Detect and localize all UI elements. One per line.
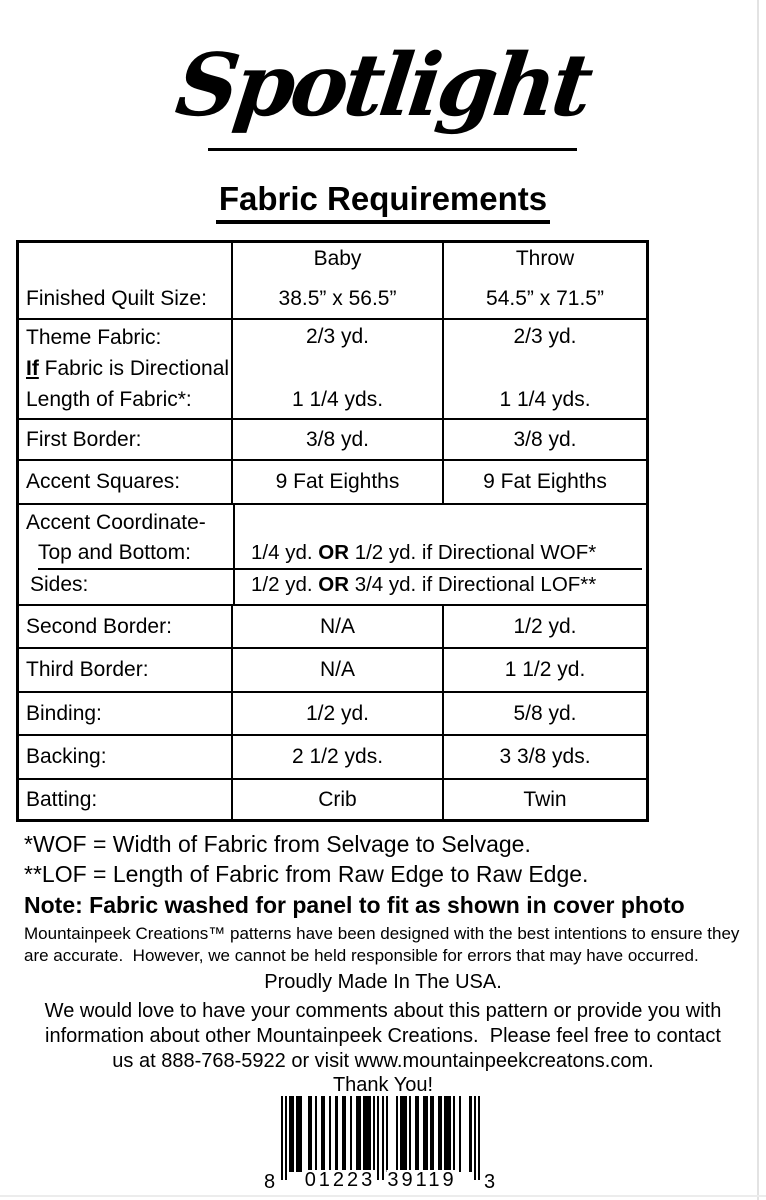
barcode-bars (281, 1096, 481, 1180)
throw-value: 3 3/8 yds. (499, 745, 591, 768)
cell-throw-finished (444, 243, 646, 318)
table-row-third-border (19, 649, 646, 693)
table-row-first-border (19, 420, 646, 461)
throw-value: 1/2 yd. (513, 614, 577, 638)
row-label: Third Border: (19, 649, 233, 691)
column-divider (233, 505, 235, 604)
brand-logo-underline (208, 148, 577, 151)
cell-throw-theme (444, 320, 646, 418)
throw-value: 1 1/2 yd. (504, 658, 586, 681)
baby-value: 1/2 yd. (233, 693, 444, 734)
scan-edge-bottom (0, 1195, 766, 1197)
throw-value: 9 Fat Eighths (483, 470, 607, 493)
thank-you-text: Thank You! (332, 1074, 434, 1096)
barcode-digits-left: 01223 (304, 1169, 376, 1191)
table-row-batting (19, 780, 646, 819)
baby-value: 2 1/2 yds. (233, 736, 444, 778)
row-label-theme-fabric (19, 320, 233, 418)
theme-fabric-label-line2: If Fabric is Directional (26, 357, 230, 380)
table-row-theme-fabric (19, 320, 646, 420)
throw-value: 3/8 yd. (513, 427, 577, 451)
page-title (0, 180, 766, 224)
cell-baby-finished (233, 243, 444, 318)
baby-directional-yardage: 1 1/4 yds. (291, 388, 384, 411)
barcode-digit-check: 3 (484, 1171, 496, 1193)
baby-value: N/A (233, 606, 444, 647)
cell-baby-theme (233, 320, 444, 418)
contact-line-3: us at 888-768-5922 or visit www.mountainpeekcreatons.com. (112, 1050, 654, 1072)
row-label: Second Border: (19, 606, 233, 647)
theme-fabric-label-line1: Theme Fabric: (26, 326, 162, 349)
table-row-finished-quilt-size (19, 243, 646, 320)
accent-sides-line (30, 570, 646, 600)
top-and-bottom-value: 1/4 yd. OR 1/2 yd. if Directional WOF* (251, 541, 597, 564)
row-label-finished-quilt-size: Finished Quilt Size: (19, 243, 233, 318)
throw-quilt-size: 54.5” x 71.5” (486, 287, 604, 310)
contact-line-1: We would love to have your comments about this pattern or provide you with (44, 1000, 722, 1022)
disclaimer-line-1: Mountainpeek Creations™ patterns have been designed with the best intentions to ensure they (24, 924, 740, 943)
barcode-digits-right: 39119 (387, 1169, 457, 1191)
theme-fabric-label-line3: Length of Fabric*: (26, 388, 192, 411)
table-row-binding (19, 693, 646, 736)
if-emphasis: If (26, 357, 39, 380)
baby-value: Crib (233, 780, 444, 819)
baby-value: 9 Fat Eighths (233, 461, 444, 503)
throw-theme-yardage: 2/3 yd. (513, 325, 577, 348)
fabric-requirements-table (16, 240, 649, 822)
disclaimer (24, 923, 756, 967)
scan-edge-right (757, 0, 759, 1200)
disclaimer-line-2: are accurate. However, we cannot be held responsible for errors that may have occurred. (24, 946, 699, 965)
throw-value: Twin (523, 787, 567, 811)
made-in-usa: Proudly Made In The USA. (264, 971, 502, 993)
sides-label: Sides: (30, 573, 89, 596)
table-row-accent-squares (19, 461, 646, 505)
row-label: Backing: (19, 736, 233, 778)
column-header-baby: Baby (313, 247, 362, 270)
row-label: Binding: (19, 693, 233, 734)
barcode (264, 1096, 496, 1196)
panel-wash-note: Note: Fabric washed for panel to fit as shown in cover photo (24, 892, 685, 918)
row-label: Accent Squares: (19, 461, 233, 503)
accent-coordinate-label: Accent Coordinate- (26, 511, 206, 534)
baby-value: N/A (233, 649, 444, 691)
brand-logo (0, 28, 766, 144)
contact-paragraph (0, 999, 766, 1074)
page-title-text: Fabric Requirements (216, 180, 550, 224)
sides-value: 1/2 yd. OR 3/4 yd. if Directional LOF** (251, 573, 597, 596)
top-and-bottom-label: Top and Bottom: (38, 541, 191, 564)
baby-theme-yardage: 2/3 yd. (305, 325, 370, 348)
column-header-throw: Throw (515, 247, 575, 270)
wof-definition: *WOF = Width of Fabric from Selvage to Selvage. (24, 831, 531, 857)
contact-line-2: information about other Mountainpeek Creations. Please feel free to contact (45, 1025, 721, 1047)
brand-logo-text: Spotlight (171, 35, 595, 136)
accent-top-bottom-line (38, 538, 642, 570)
throw-directional-yardage: 1 1/4 yds. (499, 388, 591, 411)
row-label: First Border: (19, 420, 233, 459)
row-label: Batting: (19, 780, 233, 819)
barcode-digit-system: 8 (264, 1171, 276, 1193)
table-row-second-border (19, 606, 646, 649)
table-row-accent-coordinate (19, 505, 646, 606)
table-row-backing (19, 736, 646, 780)
baby-quilt-size: 38.5” x 56.5” (278, 287, 397, 310)
throw-value: 5/8 yd. (513, 701, 577, 725)
baby-value: 3/8 yd. (233, 420, 444, 459)
lof-definition: **LOF = Length of Fabric from Raw Edge to Raw Edge. (24, 861, 589, 887)
